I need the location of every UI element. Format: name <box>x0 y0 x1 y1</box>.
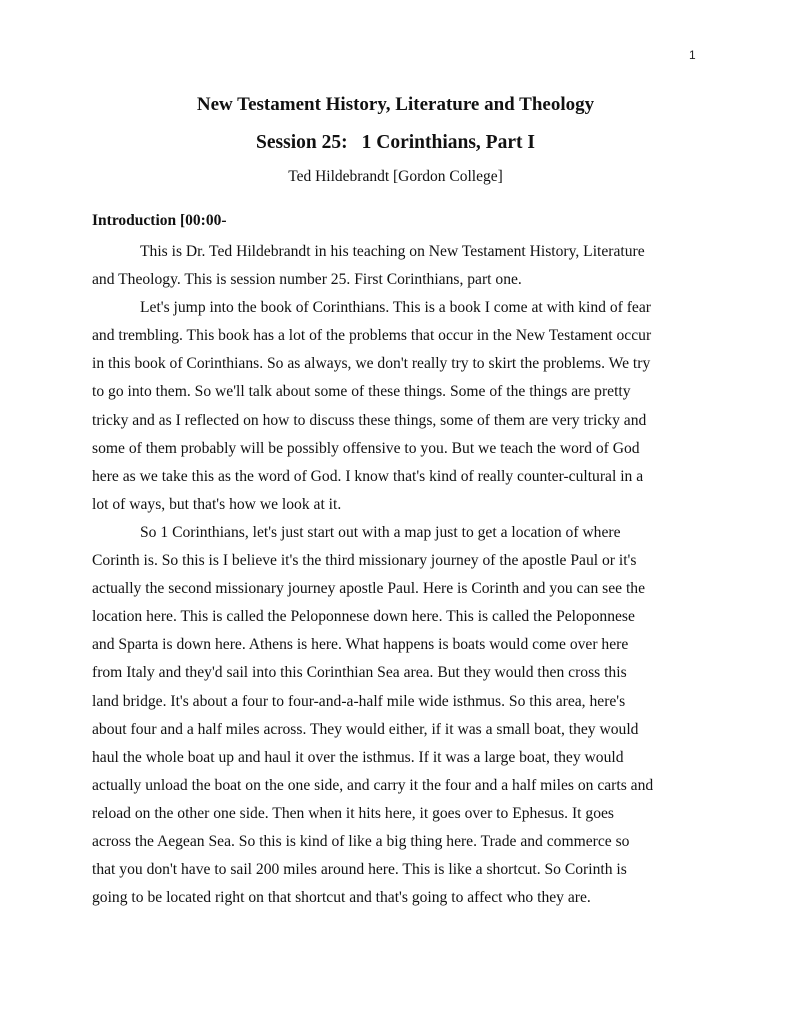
paragraph <box>92 238 704 294</box>
paragraph-line: reload on the other one side. Then when it hits here, it goes over to Ephesus. It goes <box>92 804 614 822</box>
paragraph-line: about four and a half miles across. They would either, if it was a small boat, they would <box>92 720 639 738</box>
paragraph <box>92 294 704 519</box>
paragraph-line: This is Dr. Ted Hildebrandt in his teaching on New Testament History, Literature <box>140 243 645 260</box>
paragraph-line: actually the second missionary journey apostle Paul. Here is Corinth and you can see the <box>92 580 645 598</box>
paragraph-line: haul the whole boat up and haul it over the isthmus. If it was a large boat, they would <box>92 748 624 766</box>
author-line: Ted Hildebrandt [Gordon College] <box>288 168 503 185</box>
page-number: 1 <box>689 48 696 62</box>
paragraph-line: tricky and as I reflected on how to discuss these things, some of them are very tricky and <box>92 411 647 429</box>
paragraph-line: in this book of Corinthians. So as always, we don't really try to skirt the problems. We try <box>92 355 651 373</box>
paragraph-line: actually unload the boat on the one side, and carry it the four and a half miles on carts and <box>92 776 654 794</box>
paragraph-line: land bridge. It's about a four to four-and-a-half mile wide isthmus. So this area, here's <box>92 692 626 710</box>
paragraph-line: across the Aegean Sea. So this is kind of like a big thing here. Trade and commerce so <box>92 832 630 850</box>
session-label: Session 25: <box>256 132 348 153</box>
body-text <box>92 238 704 912</box>
paragraph <box>92 519 704 912</box>
paragraph-line: Let's jump into the book of Corinthians. This is a book I come at with kind of fear <box>140 299 651 317</box>
paragraph-line: that you don't have to sail 200 miles around here. This is like a shortcut. So Corinth is <box>92 861 627 879</box>
paragraph-line: and Sparta is down here. Athens is here. What happens is boats would come over here <box>92 636 629 654</box>
paragraph-line: Corinth is. So this is I believe it's the third missionary journey of the apostle Paul or it's <box>92 552 637 570</box>
paragraph-line: going to be located right on that shortcut and that's going to affect who they are. <box>92 889 591 907</box>
paragraph-line: some of them probably will be possibly offensive to you. But we teach the word of God <box>92 439 640 457</box>
paragraph-line: lot of ways, but that's how we look at it. <box>92 495 342 513</box>
session-topic: 1 Corinthians, Part I <box>361 132 535 153</box>
paragraph-line: from Italy and they'd sail into this Corinthian Sea area. But they would then cross this <box>92 664 627 682</box>
paragraph-line: here as we take this as the word of God. I know that's kind of really counter-cultural in a <box>92 467 644 485</box>
section-heading: Introduction [00:00- <box>92 212 227 229</box>
session-title <box>0 132 791 154</box>
paragraph-line: to go into them. So we'll talk about some of these things. Some of the things are pretty <box>92 383 631 401</box>
document-title: New Testament History, Literature and Theology <box>196 94 595 115</box>
paragraph-line: So 1 Corinthians, let's just start out with a map just to get a location of where <box>140 523 621 541</box>
paragraph-line: and trembling. This book has a lot of the problems that occur in the New Testament occur <box>92 327 652 345</box>
paragraph-line: and Theology. This is session number 25. First Corinthians, part one. <box>92 271 522 289</box>
paragraph-line: location here. This is called the Peloponnese down here. This is called the Peloponnese <box>92 608 635 626</box>
